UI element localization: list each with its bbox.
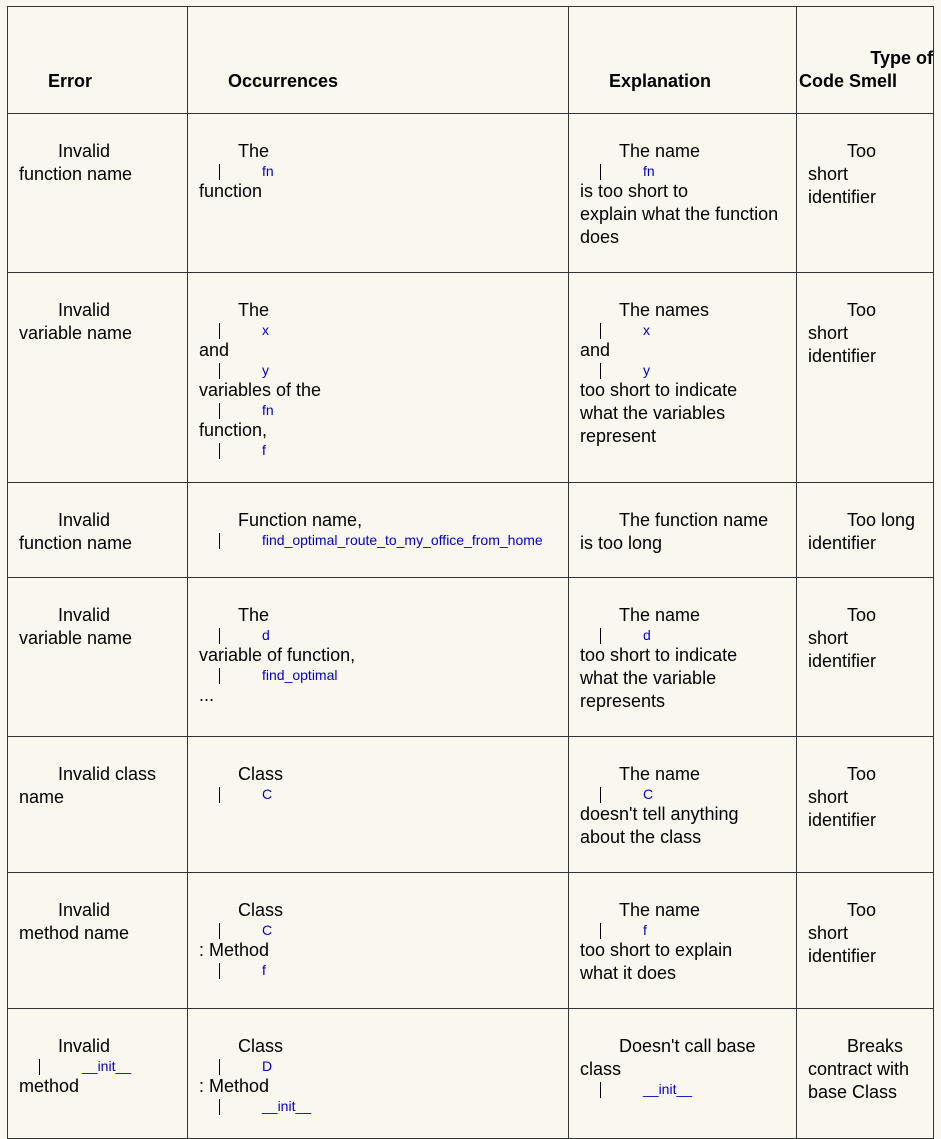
cell-text: short: [808, 628, 849, 648]
occurrences-cell: [188, 1009, 569, 1139]
type-cell: [797, 114, 934, 273]
cell-text: variable name: [19, 323, 133, 343]
header-type-line1: Type of: [870, 48, 933, 68]
type-cell: [797, 737, 934, 873]
cell-text: short: [808, 323, 849, 343]
cell-text: The name: [619, 900, 701, 920]
header-type: [797, 7, 934, 114]
cell-text: : Method: [199, 1076, 270, 1096]
cell-text: The name: [619, 605, 701, 625]
cell-text: function,: [199, 420, 268, 440]
cell-text: variable of function,: [199, 645, 356, 665]
cell-text: contract with: [808, 1059, 910, 1079]
cell-text: function: [199, 181, 263, 201]
code-identifier: __init__: [580, 1081, 792, 1098]
error-cell: [8, 737, 188, 873]
code-identifier: fn: [580, 163, 792, 180]
table-row: [8, 737, 934, 873]
cell-text: The: [238, 141, 270, 161]
cell-text: Invalid: [58, 510, 111, 530]
cell-text: variable name: [19, 628, 133, 648]
explanation-cell: [569, 273, 797, 483]
cell-text: Too: [847, 900, 877, 920]
cell-text: Class: [238, 900, 284, 920]
cell-text: Doesn't call base: [619, 1036, 756, 1056]
table-row: [8, 578, 934, 737]
cell-text: too short to indicate: [580, 380, 738, 400]
cell-text: Too long: [847, 510, 916, 530]
table-row: [8, 114, 934, 273]
error-cell: [8, 273, 188, 483]
cell-text: explain what the function: [580, 204, 779, 224]
code-identifier: find_optimal_route_to_my_office_from_home: [199, 532, 564, 549]
error-cell: [8, 578, 188, 737]
occurrences-cell: [188, 873, 569, 1009]
table-row: [8, 273, 934, 483]
code-identifier: find_optimal: [199, 667, 564, 684]
header-type-line2: Code Smell: [799, 71, 898, 91]
cell-text: Too: [847, 141, 877, 161]
occurrences-cell: [188, 578, 569, 737]
cell-text: identifier: [808, 187, 877, 207]
code-identifier: C: [199, 786, 564, 803]
cell-text: short: [808, 787, 849, 807]
code-identifier: C: [199, 922, 564, 939]
code-identifier: D: [199, 1058, 564, 1075]
cell-text: The: [238, 605, 270, 625]
cell-text: variables of the: [199, 380, 322, 400]
cell-text: class: [580, 1059, 622, 1079]
table-row: [8, 1009, 934, 1139]
cell-text: represents: [580, 691, 666, 711]
header-error: Error: [8, 7, 188, 114]
code-identifier: y: [199, 362, 564, 379]
cell-text: The name: [619, 764, 701, 784]
type-cell: [797, 483, 934, 578]
cell-text: name: [19, 787, 65, 807]
cell-text: ...: [199, 685, 215, 705]
cell-text: Invalid: [58, 900, 111, 920]
code-identifier: d: [199, 627, 564, 644]
cell-text: The name: [619, 141, 701, 161]
cell-text: Invalid: [58, 141, 111, 161]
cell-text: Invalid: [58, 300, 111, 320]
occurrences-cell: [188, 483, 569, 578]
header-row: [8, 7, 934, 114]
code-identifier: C: [580, 786, 792, 803]
cell-text: short: [808, 923, 849, 943]
cell-text: identifier: [808, 533, 877, 553]
explanation-cell: [569, 1009, 797, 1139]
type-cell: [797, 873, 934, 1009]
cell-text: and: [580, 340, 611, 360]
code-identifier: f: [199, 962, 564, 979]
cell-text: Too: [847, 764, 877, 784]
cell-text: is too long: [580, 533, 663, 553]
cell-text: Invalid class: [58, 764, 157, 784]
cell-text: short: [808, 164, 849, 184]
code-identifier: x: [580, 322, 792, 339]
error-cell: [8, 1009, 188, 1139]
explanation-cell: [569, 737, 797, 873]
cell-text: method: [19, 1076, 80, 1096]
cell-text: too short to explain: [580, 940, 733, 960]
cell-text: identifier: [808, 346, 877, 366]
error-cell: [8, 873, 188, 1009]
cell-text: too short to indicate: [580, 645, 738, 665]
cell-text: Class: [238, 1036, 284, 1056]
code-identifier: fn: [199, 402, 564, 419]
header-occurrences: Occurrences: [188, 7, 569, 114]
cell-text: is too short to: [580, 181, 689, 201]
table-row: [8, 483, 934, 578]
cell-text: identifier: [808, 946, 877, 966]
code-identifier: d: [580, 627, 792, 644]
occurrences-cell: [188, 737, 569, 873]
code-identifier: fn: [199, 163, 564, 180]
cell-text: method name: [19, 923, 130, 943]
cell-text: doesn't tell anything: [580, 804, 739, 824]
type-cell: [797, 1009, 934, 1139]
code-identifier: y: [580, 362, 792, 379]
cell-text: The names: [619, 300, 710, 320]
cell-text: base Class: [808, 1082, 898, 1102]
cell-text: Breaks: [847, 1036, 904, 1056]
cell-text: what the variables: [580, 403, 726, 423]
table-row: [8, 873, 934, 1009]
code-smell-table: [7, 6, 934, 1139]
cell-text: function name: [19, 164, 133, 184]
type-cell: [797, 273, 934, 483]
cell-text: Invalid: [58, 1036, 111, 1056]
cell-text: what it does: [580, 963, 677, 983]
code-identifier: x: [199, 322, 564, 339]
error-cell: [8, 483, 188, 578]
cell-text: function name: [19, 533, 133, 553]
cell-text: Function name,: [238, 510, 363, 530]
occurrences-cell: [188, 273, 569, 483]
code-identifier: f: [199, 442, 564, 459]
code-identifier: f: [580, 922, 792, 939]
cell-text: about the class: [580, 827, 702, 847]
cell-text: Too: [847, 300, 877, 320]
cell-text: what the variable: [580, 668, 717, 688]
code-identifier: __init__: [19, 1058, 183, 1075]
cell-text: The: [238, 300, 270, 320]
type-cell: [797, 578, 934, 737]
cell-text: Invalid: [58, 605, 111, 625]
cell-text: Class: [238, 764, 284, 784]
explanation-cell: [569, 578, 797, 737]
cell-text: represent: [580, 426, 657, 446]
cell-text: and: [199, 340, 230, 360]
cell-text: : Method: [199, 940, 270, 960]
occurrences-cell: [188, 114, 569, 273]
error-cell: [8, 114, 188, 273]
code-identifier: __init__: [199, 1098, 564, 1115]
cell-text: Too: [847, 605, 877, 625]
header-explanation: Explanation: [569, 7, 797, 114]
explanation-cell: [569, 873, 797, 1009]
explanation-cell: [569, 114, 797, 273]
cell-text: does: [580, 227, 620, 247]
cell-text: The function name: [619, 510, 769, 530]
cell-text: identifier: [808, 810, 877, 830]
explanation-cell: [569, 483, 797, 578]
cell-text: identifier: [808, 651, 877, 671]
